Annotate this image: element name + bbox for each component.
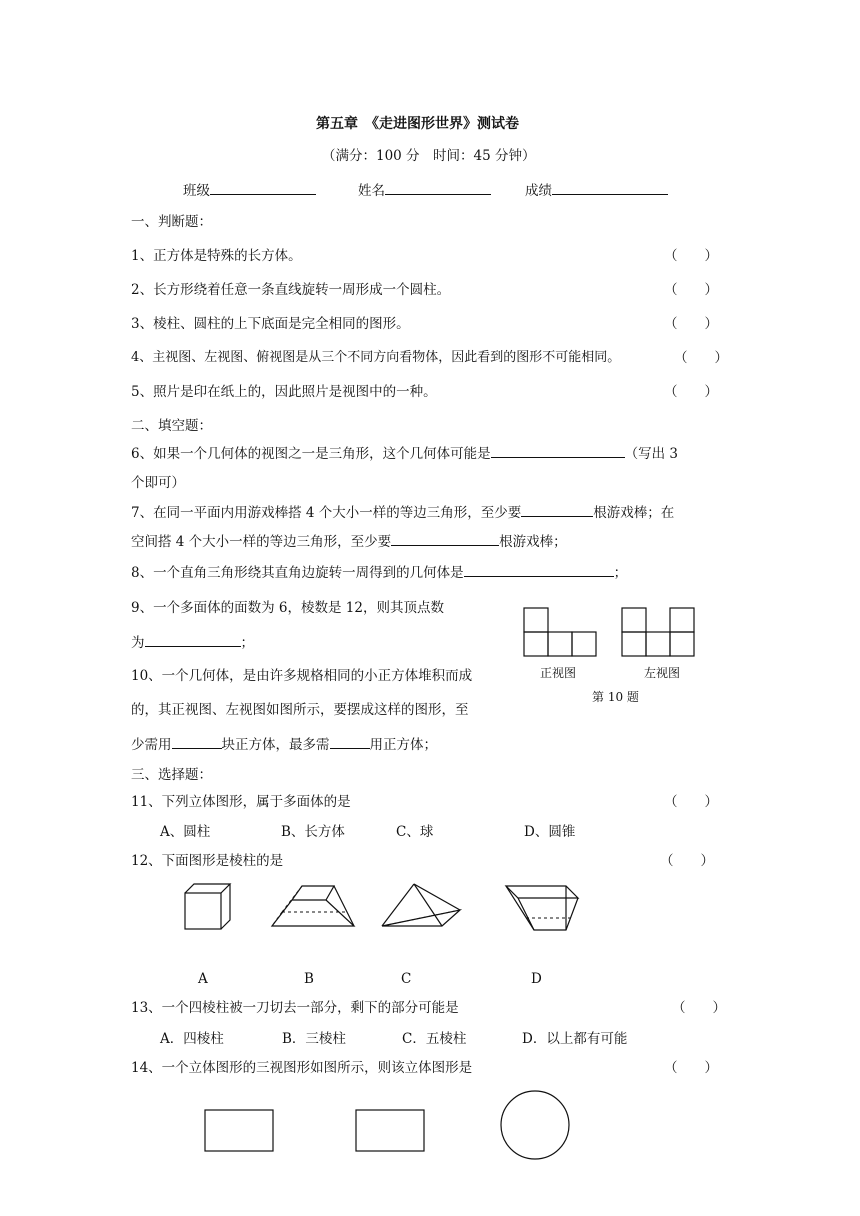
question-5: 5、照片是印在纸上的，因此照片是视图中的一种。: [131, 384, 437, 400]
question-8: 8、一个直角三角形绕其直角边旋转一周得到的几何体是 ；: [131, 562, 627, 583]
answer-paren-4: （ ）: [674, 350, 728, 366]
q11-option-b: B、长方体: [281, 824, 345, 840]
q12-label-d: D: [531, 971, 542, 987]
question-10-cont-2: 少需用 块正方体，最多需 用正方体；: [131, 734, 437, 755]
q9-blank: [145, 632, 241, 647]
answer-paren-3: （ ）: [664, 316, 718, 332]
pyramid-figure: [378, 880, 468, 932]
question-1: 1、正方体是特殊的长方体。: [131, 248, 302, 264]
question-2: 2、长方形绕着任意一条直线旋转一周形成一个圆柱。: [131, 282, 451, 298]
q13-option-c: C．五棱柱: [402, 1031, 467, 1047]
q8-blank: [464, 562, 614, 577]
three-view-rectangle-1: [204, 1108, 276, 1154]
figure-10-caption: 第 10 题: [592, 690, 639, 704]
left-view-figure: [618, 605, 702, 661]
question-4: 4、主视图、左视图、俯视图是从三个不同方向看物体，因此看到的图形不可能相同。: [131, 350, 621, 365]
q11-option-d: D、圆锥: [524, 824, 576, 840]
question-9: 9、一个多面体的面数为 6，棱数是 12，则其顶点数: [131, 600, 444, 616]
question-12: 12、下面图形是棱柱的是: [131, 853, 284, 869]
question-13: 13、一个四棱柱被一刀切去一部分，剩下的部分可能是: [131, 1000, 459, 1016]
answer-paren-5: （ ）: [664, 384, 718, 400]
frustum-figure: [268, 880, 364, 932]
q6-blank: [491, 443, 625, 458]
class-field: [183, 180, 316, 201]
answer-paren-13: （ ）: [672, 1000, 726, 1016]
q12-label-a: A: [198, 971, 208, 987]
q13-option-a: A．四棱柱: [160, 1031, 224, 1047]
score-blank: [552, 180, 668, 195]
q13-option-d: D．以上都有可能: [522, 1031, 628, 1047]
answer-paren-14: （ ）: [664, 1060, 718, 1076]
three-view-circle: [498, 1088, 574, 1164]
question-6-cont: 个即可）: [131, 475, 185, 491]
question-3: 3、棱柱、圆柱的上下底面是完全相同的图形。: [131, 316, 410, 332]
q10-blank-1: [172, 734, 222, 749]
q7-blank-1: [521, 502, 593, 517]
score-field: [525, 180, 668, 201]
section-fill-heading: 二、填空题：: [131, 418, 212, 434]
answer-paren-11: （ ）: [664, 794, 718, 810]
answer-paren-12: （ ）: [660, 853, 714, 869]
question-14: 14、一个立体图形的三视图形如图所示，则该立体图形是: [131, 1060, 473, 1076]
q10-blank-2: [330, 734, 370, 749]
name-label: 姓名: [358, 183, 385, 199]
front-view-label: 正视图: [540, 666, 577, 680]
question-10-cont-1: 的，其正视图、左视图如图所示，要摆成这样的图形，至: [131, 702, 469, 718]
q13-option-b: B．三棱柱: [282, 1031, 346, 1047]
name-blank: [385, 180, 491, 195]
question-10: 10、一个几何体，是由许多规格相同的小正方体堆积而成: [131, 668, 473, 684]
q7-blank-2: [391, 531, 499, 546]
q11-option-c: C、球: [396, 824, 434, 840]
class-label: 班级: [183, 183, 210, 199]
section-judge-heading: 一、判断题：: [131, 214, 212, 230]
answer-paren-2: （ ）: [664, 282, 718, 298]
q12-label-c: C: [401, 971, 412, 987]
q11-option-a: A、圆柱: [160, 824, 211, 840]
name-field: [358, 180, 491, 201]
exam-info: （满分：100 分 时间：45 分钟）: [322, 148, 536, 164]
cube-figure: [180, 880, 236, 932]
three-view-rectangle-2: [355, 1108, 427, 1154]
question-11: 11、下列立体图形，属于多面体的是: [131, 794, 351, 810]
class-blank: [210, 180, 316, 195]
question-7-cont: 空间搭 4 个大小一样的等边三角形，至少要 根游戏棒；: [131, 531, 567, 552]
page-title: 第五章 《走进图形世界》测试卷: [316, 116, 519, 132]
score-label: 成绩: [525, 183, 552, 199]
q12-label-b: B: [304, 971, 314, 987]
question-7: 7、在同一平面内用游戏棒搭 4 个大小一样的等边三角形，至少要 根游戏棒；在: [131, 502, 674, 523]
question-6: 6、如果一个几何体的视图之一是三角形，这个几何体可能是 （写出 3: [131, 443, 678, 464]
section-choice-heading: 三、选择题：: [131, 767, 212, 783]
front-view-figure: [520, 605, 604, 661]
left-view-label: 左视图: [644, 666, 681, 680]
inverted-frustum-figure: [504, 880, 584, 936]
answer-paren-1: （ ）: [664, 248, 718, 264]
question-9-cont: 为 ；: [131, 632, 254, 653]
